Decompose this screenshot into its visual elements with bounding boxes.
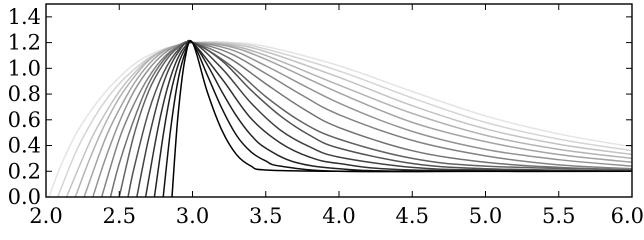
x-tick-label-6: 5.0 (468, 204, 503, 228)
x-tick-label-3: 3.5 (249, 204, 283, 228)
series-line-2 (163, 42, 632, 197)
x-tick-label-5: 4.5 (395, 204, 429, 228)
x-tick-label-4: 4.0 (322, 204, 356, 228)
x-tick-label-8: 6.0 (610, 204, 644, 228)
x-tick-label-0: 2.0 (29, 204, 63, 228)
y-tick-label-5: 1.0 (7, 56, 41, 81)
y-axis-tick-labels (8, 5, 41, 209)
series-line-15 (49, 42, 632, 197)
y-tick-label-3: 0.6 (7, 107, 41, 132)
y-tick-label-2: 0.4 (7, 133, 41, 158)
series-line-8 (110, 42, 632, 197)
x-tick-label-2: 3.0 (175, 204, 210, 228)
y-tick-label-1: 0.2 (7, 159, 41, 184)
y-tick-label-0: 0.0 (7, 185, 41, 209)
x-tick-label-7: 5.5 (542, 204, 576, 228)
x-tick-label-1: 2.5 (102, 204, 136, 228)
series-line-7 (119, 42, 632, 197)
chart-curves (49, 41, 632, 197)
x-axis-tick-labels (29, 204, 644, 228)
y-tick-label-7: 1.4 (7, 4, 41, 29)
y-tick-label-4: 0.8 (7, 82, 41, 107)
y-tick-label-6: 1.2 (7, 30, 41, 55)
